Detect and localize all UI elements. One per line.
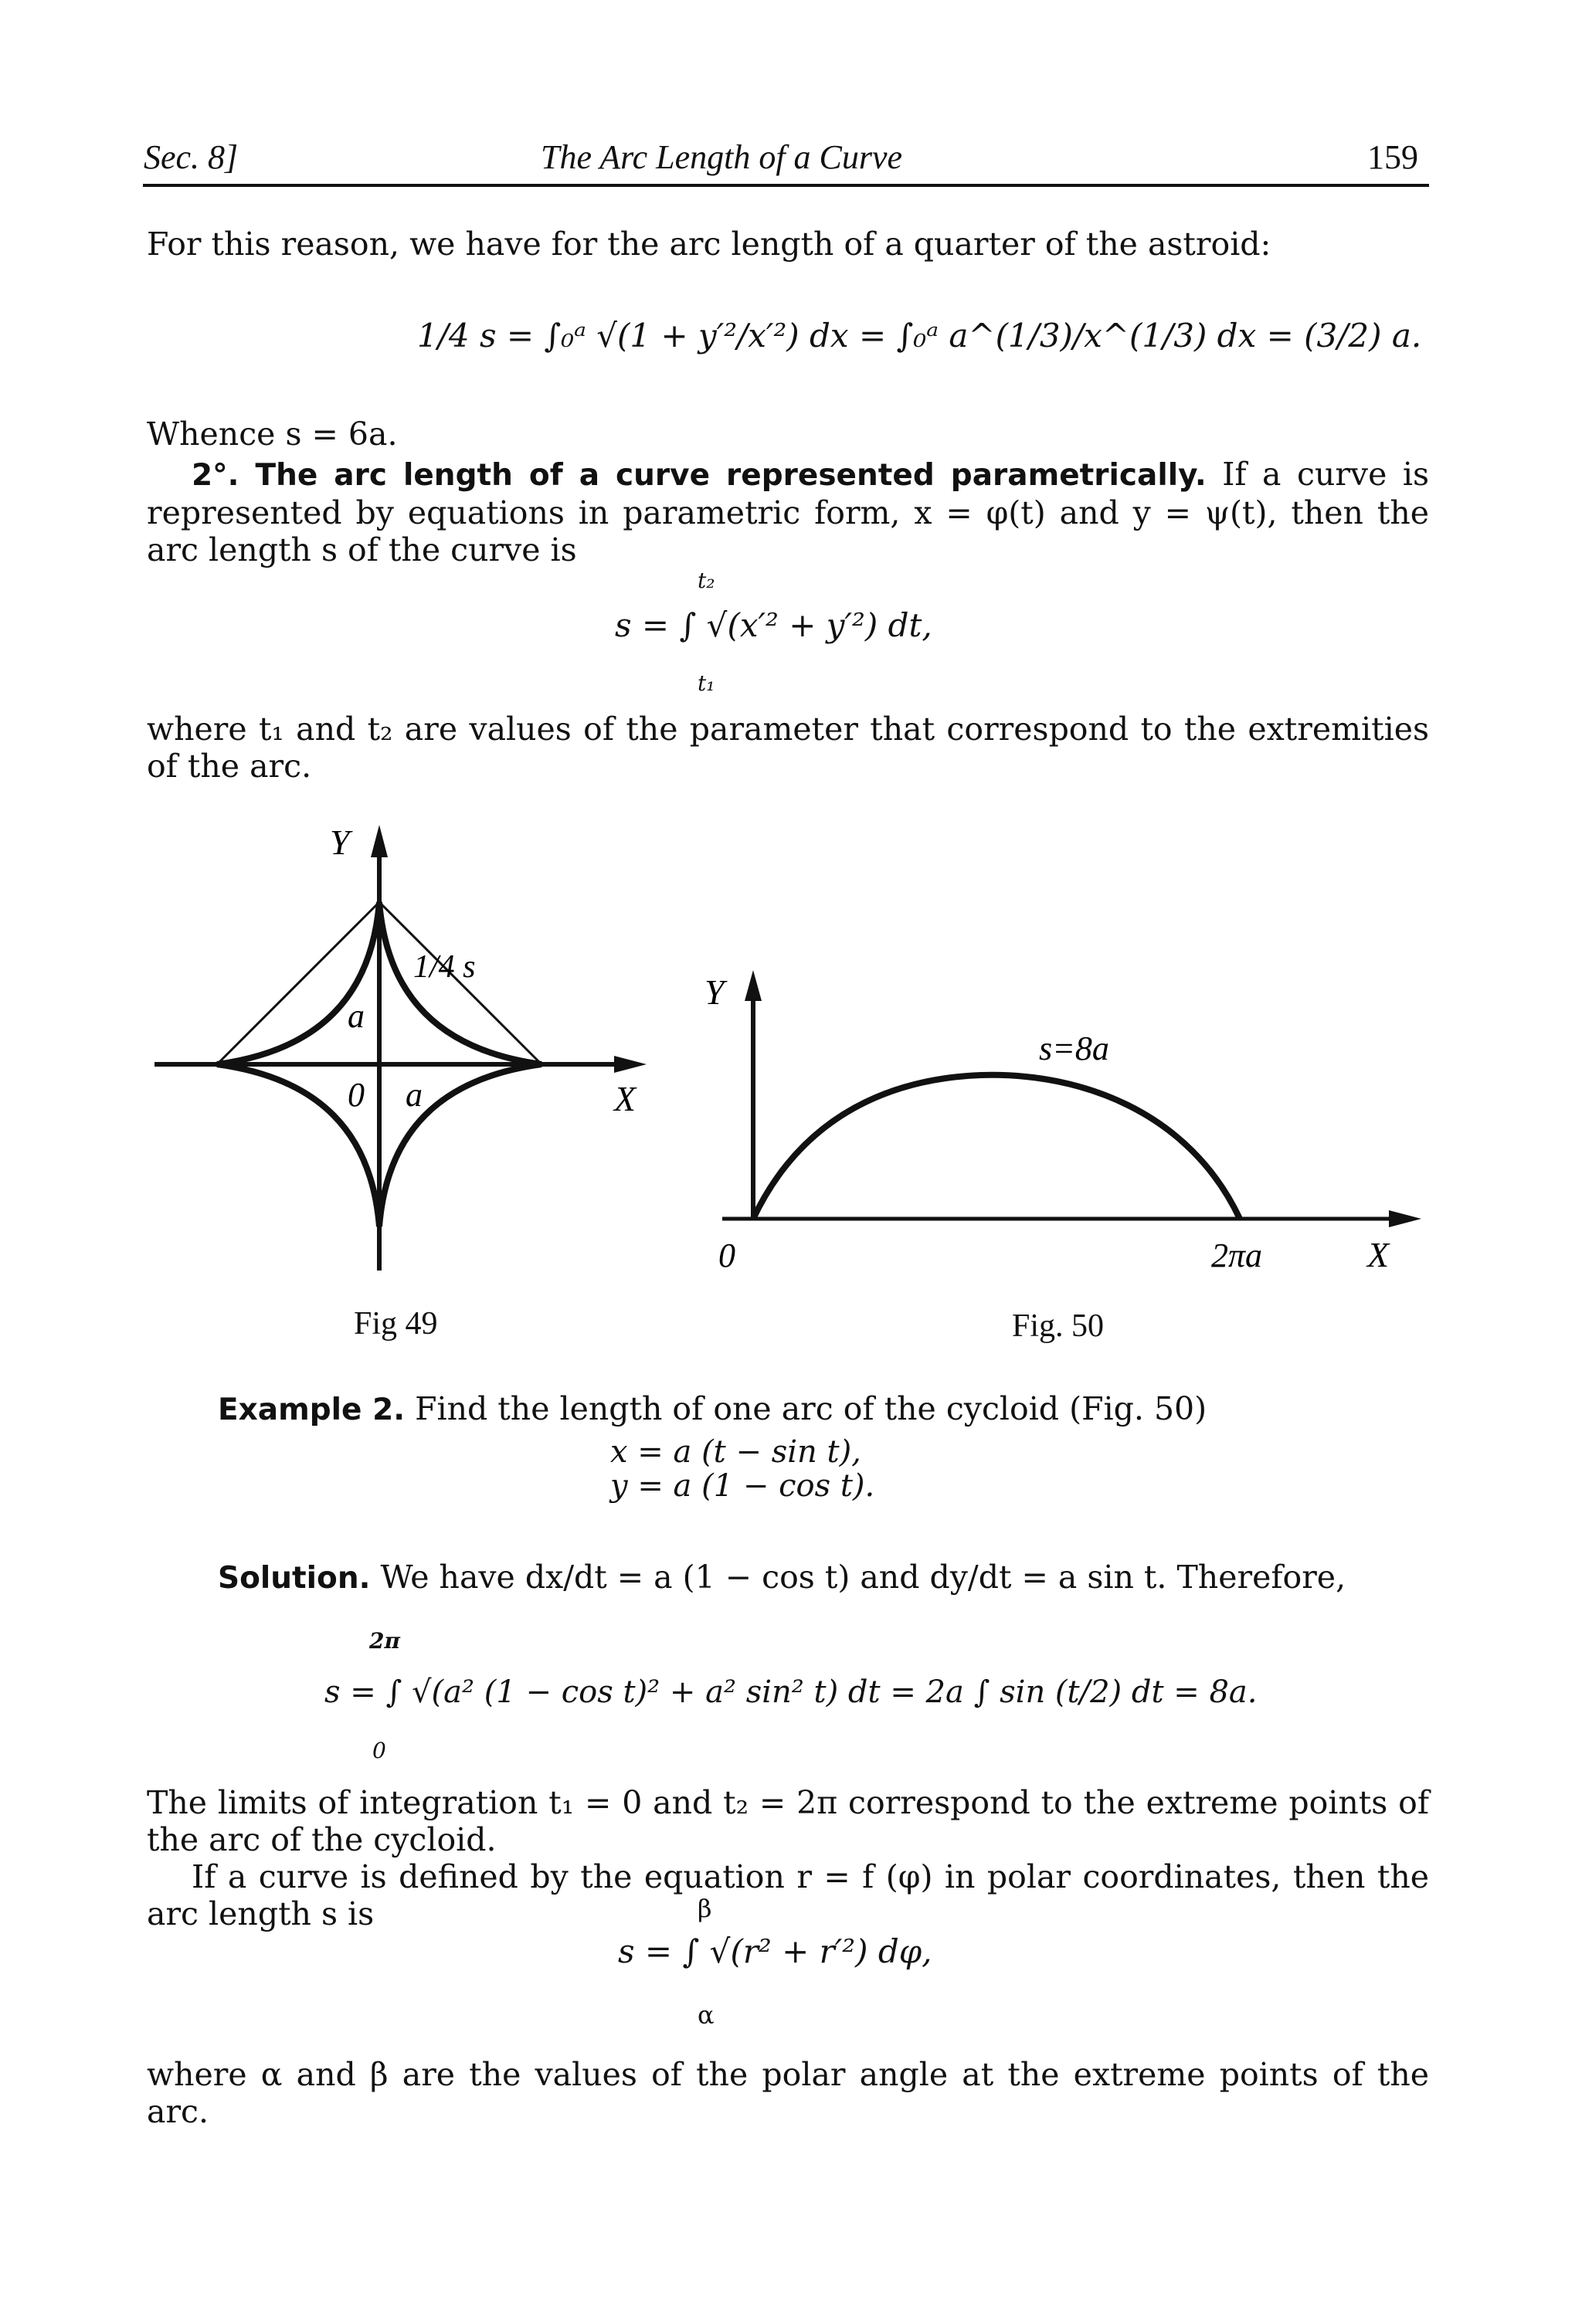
cycloid-system-x: x = a (t − sin t), bbox=[610, 1434, 861, 1470]
paragraph-5-text: The limits of integration t₁ = 0 and t₂ = 2π correspond to the extreme points of the arc of the cycloid. bbox=[147, 1784, 1429, 1858]
eq3-lower-limit: 0 bbox=[372, 1738, 386, 1763]
paragraph-2 bbox=[147, 416, 1429, 453]
fig49-a-vertical-label: a bbox=[348, 997, 365, 1035]
solution bbox=[218, 1559, 1423, 1597]
example-2-text: Find the length of one arc of the cycloid (Fig. 50) bbox=[405, 1390, 1207, 1427]
fig50-arc-label: s=8a bbox=[1039, 1030, 1109, 1067]
paragraph-1 bbox=[147, 226, 1429, 263]
paragraph-7-text: where α and β are the values of the polar angle at the extreme points of the arc. bbox=[147, 2056, 1429, 2130]
header-rule bbox=[143, 184, 1429, 187]
cycloid-system bbox=[610, 1435, 874, 1503]
paragraph-7 bbox=[147, 2056, 1429, 2130]
fig50-y-label: Y bbox=[704, 972, 725, 1012]
paragraph-6-text: If a curve is defined by the equation r = f (φ) in polar coordinates, then the arc length s is bbox=[147, 1858, 1429, 1932]
equation-astroid-arc: 1/4 s = ∫₀ᵃ √(1 + y′²/x′²) dx = ∫₀ᵃ a^(1/3)/x^(1/3) dx = (3/2) a. bbox=[417, 317, 1422, 355]
paragraph-4 bbox=[147, 711, 1429, 785]
paragraph-4-text: where t₁ and t₂ are values of the parameter that correspond to the extremities of the arc. bbox=[147, 711, 1429, 785]
fig50-x-arrow bbox=[1389, 1210, 1421, 1227]
eq3-upper-limit: 2π bbox=[369, 1628, 400, 1654]
fig49-origin-label: 0 bbox=[348, 1076, 365, 1114]
fig49-caption: Fig 49 bbox=[354, 1306, 438, 1342]
eq4-lower-limit: α bbox=[698, 2000, 715, 2030]
section-heading-parametric: 2°. The arc length of a curve represented parametrically. bbox=[192, 458, 1207, 493]
eq4-upper-limit: β bbox=[698, 1894, 712, 1923]
page-number: 159 bbox=[1367, 138, 1418, 176]
paragraph-3 bbox=[147, 456, 1429, 568]
running-title: The Arc Length of a Curve bbox=[541, 138, 903, 176]
paragraph-5 bbox=[147, 1784, 1429, 1932]
cycloid-system-y: y = a (1 − cos t). bbox=[610, 1468, 875, 1504]
example-2 bbox=[218, 1390, 1423, 1429]
fig49-x-arrow bbox=[614, 1056, 647, 1073]
fig49-x-label: X bbox=[614, 1079, 637, 1118]
eq2-lower-limit: t₁ bbox=[698, 670, 715, 696]
fig50-caption: Fig. 50 bbox=[1012, 1308, 1105, 1344]
equation-parametric-arc: s = ∫ √(x′² + y′²) dt, bbox=[615, 606, 932, 644]
solution-label: Solution. bbox=[218, 1561, 371, 1596]
fig50-2pia-label: 2πa bbox=[1211, 1237, 1263, 1274]
equation-polar-arc: s = ∫ √(r² + r′²) dφ, bbox=[618, 1932, 932, 1970]
paragraph-2-text: Whence s = 6a. bbox=[147, 416, 398, 453]
example-2-label: Example 2. bbox=[218, 1393, 406, 1427]
figure-49-astroid bbox=[151, 819, 676, 1282]
paragraph-3-text: If a curve is represented by equations in parametric form, x = φ(t) and y = ψ(t), then the arc length s of the curve is bbox=[147, 456, 1429, 568]
fig49-a-horizontal-label: a bbox=[406, 1076, 423, 1114]
fig50-x-label: X bbox=[1367, 1235, 1390, 1274]
section-label: Sec. 8] bbox=[144, 138, 239, 176]
fig50-cycloid-arc bbox=[753, 1075, 1240, 1219]
paragraph-1-text: For this reason, we have for the arc length of a quarter of the astroid: bbox=[147, 226, 1271, 263]
fig49-y-arrow bbox=[371, 825, 388, 857]
fig50-origin-label: 0 bbox=[718, 1237, 735, 1274]
fig49-y-label: Y bbox=[330, 823, 350, 862]
eq2-upper-limit: t₂ bbox=[698, 568, 715, 593]
solution-text: We have dx/dt = a (1 − cos t) and dy/dt = a sin t. Therefore, bbox=[370, 1559, 1346, 1596]
figure-50-cycloid bbox=[695, 965, 1437, 1298]
fig50-y-arrow bbox=[745, 970, 762, 1001]
fig49-quarter-s-label: 1/4 s bbox=[413, 949, 476, 985]
equation-cycloid-length: s = ∫ √(a² (1 − cos t)² + a² sin² t) dt = 2a ∫ sin (t/2) dt = 8a. bbox=[324, 1674, 1258, 1710]
